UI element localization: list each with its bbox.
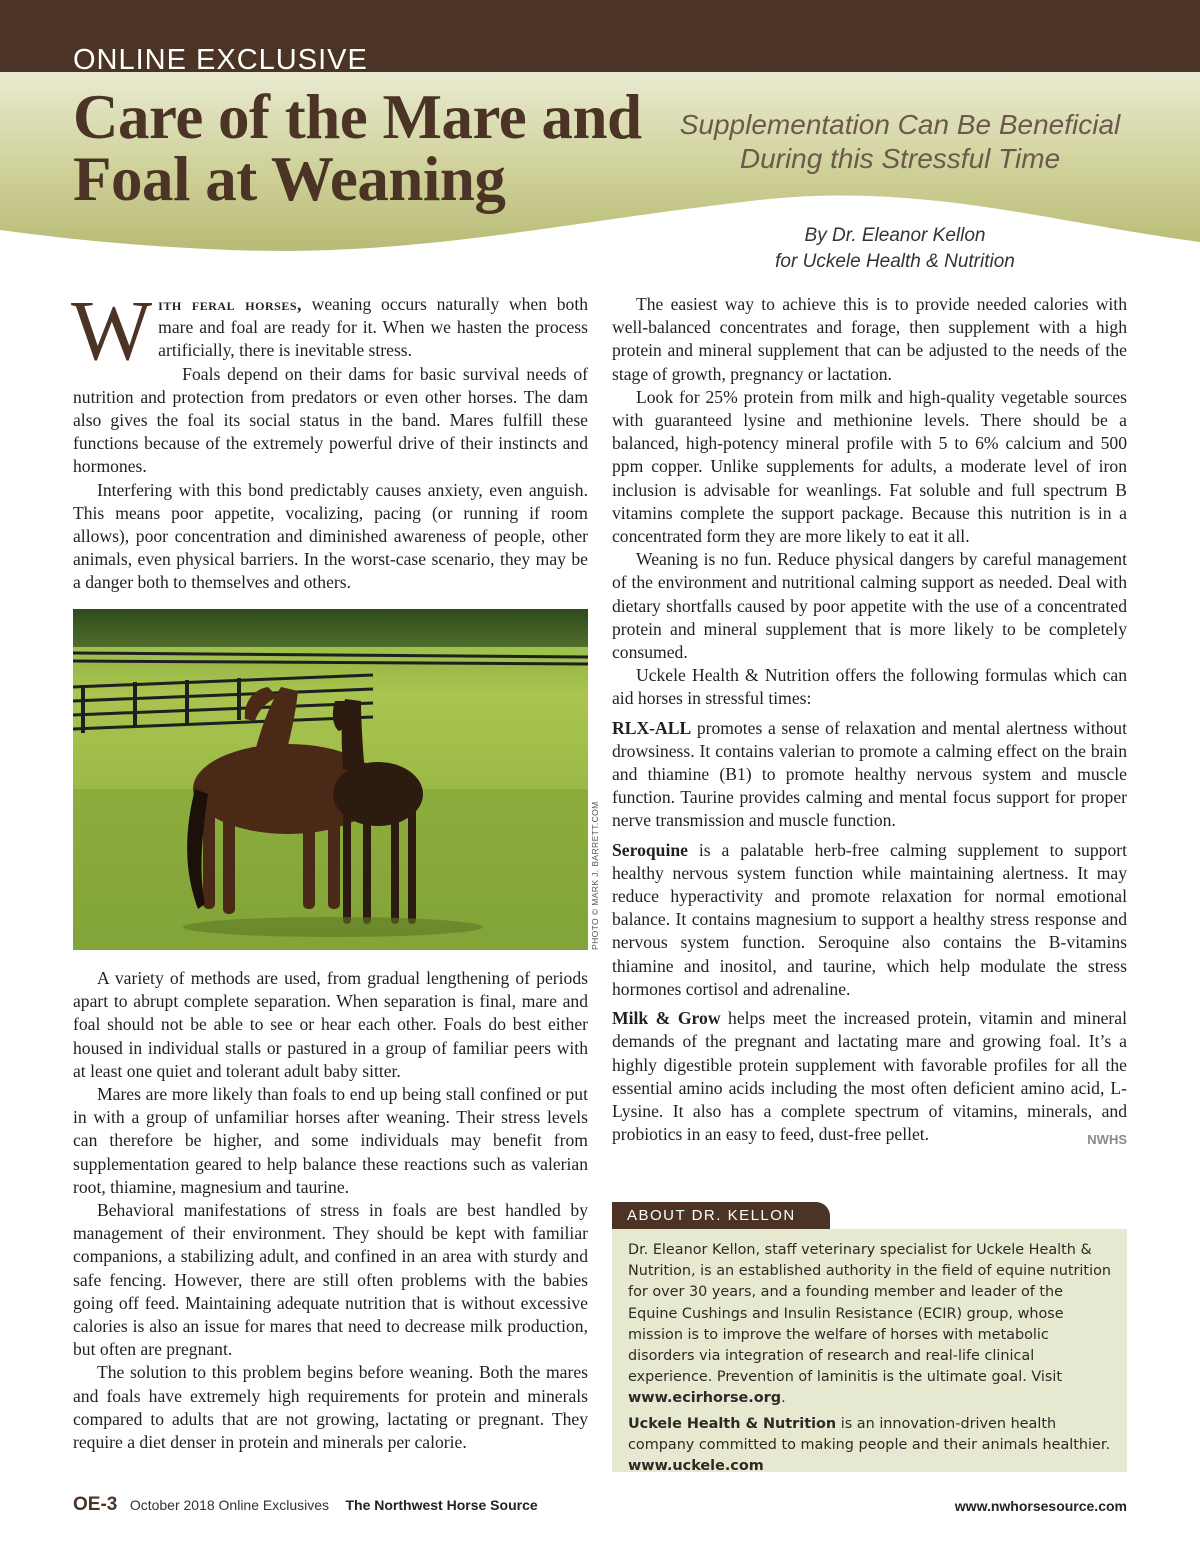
paragraph: Foals depend on their dams for basic survival needs of nutrition and protection from predators or even other horses. The dam also gives the foal its social status in the band. Mares fulfill these functions because of the extremely powerful drive of their instincts and hormones. xyxy=(73,363,588,477)
article-column-right xyxy=(612,293,1127,1151)
publication-name: The Northwest Horse Source xyxy=(345,1497,538,1513)
paragraph: Uckele Health & Nutrition offers the following formulas which can aid horses in stressful times: xyxy=(612,665,1127,709)
about-bio-end: . xyxy=(781,1390,786,1407)
lead-paragraph xyxy=(71,282,588,378)
paragraph: The easiest way to achieve this is to provide needed calories with well-balanced concentrates and forage, then supplement with a high protein and mineral supplement that can be adjusted to the needs of the stage of growth, pregnancy or lactation. xyxy=(612,294,1127,384)
product-description: is a palatable herb-free calming supplement to support healthy nervous system function while maintaining alertness. It may reduce hyperactivity and promote relaxation for normal emotional balance. It contains magnesium to support a healthy stress response and nervous system function. Seroquine also contains the B-vitamins thiamine and inositol, and taurine, which help modulate the stress hormones cortisol and adrenaline. xyxy=(612,839,1127,999)
about-box xyxy=(612,1229,1127,1475)
company-text: is an innovation-driven health company committed to making people and their animals healthier. xyxy=(628,1415,1111,1453)
issue-label: October 2018 Online Exclusives xyxy=(129,1497,330,1513)
lead-text: weaning occurs naturally when both mare and foal are ready for it. When we hasten the process artificially, there is inevitable stress. xyxy=(158,294,588,361)
product-name: Seroquine xyxy=(612,839,688,860)
product-name: RLX-ALL xyxy=(612,717,692,738)
article-title: Care of the Mare and Foal at Weaning xyxy=(73,82,642,214)
byline xyxy=(700,223,1090,275)
paragraph: A variety of methods are used, from gradual lengthening of periods apart to abrupt complete separation. When separation is final, mare and foal should not be able to see or hear each other. Foals do best either housed in individual stalls or pastured in a group of familiar peers with at least one quiet and tolerant adult baby sitter. xyxy=(73,968,588,1081)
product-list xyxy=(612,717,1127,1147)
paragraph: Mares are more likely than foals to end up being stall confined or put in with a group of unfamiliar horses after weaning. Their stress levels can therefore be higher, and some individuals may benefit from supplementation geared to help balance these reactions such as valerian root, thiamine, magnesium and taurine. xyxy=(73,1084,588,1197)
page-footer xyxy=(73,1494,1127,1520)
paragraph: The solution to this problem begins before weaning. Both the mares and foals have extremely high requirements for protein and minerals compared to adults that are not growing, lactating or pregnant. They require a diet denser in protein and minerals per calorie. xyxy=(73,1362,588,1453)
signoff: NWHS xyxy=(1087,1132,1127,1148)
paragraph: Look for 25% protein from milk and high-quality vegetable sources with guaranteed lysine and methionine levels. There should be a balanced, high-potency mineral profile with 5 to 6% calcium and 500 ppm copper. Unlike supplements for adults, a moderate level of iron inclusion is advisable for weanlings. Fat soluble and full spectrum B vitamins complete the support package. Because this nutrition is in a concentrated form they are more likely to eat it all. xyxy=(612,386,1127,547)
mare-and-foal-photo xyxy=(73,609,588,950)
website-link[interactable]: www.nwhorsesource.com xyxy=(954,1498,1127,1514)
lead-smallcaps: ith feral horses, xyxy=(158,294,302,314)
article-subtitle: Supplementation Can Be Beneficial During this Stressful Time xyxy=(679,109,1121,174)
about-bio xyxy=(628,1240,1111,1410)
about-heading: ABOUT DR. KELLON xyxy=(612,1202,830,1229)
product-description: promotes a sense of relaxation and mental alertness without drowsiness. It contains valerian to promote a calming effect on the brain and thiamine (B1) to promote healthy nervous system and muscle function. Taurine provides calming and mental focus support for proper nerve transmission and muscle function. xyxy=(612,717,1127,831)
drop-cap: W xyxy=(71,282,153,378)
company-name: Uckele Health & Nutrition xyxy=(628,1415,837,1432)
about-company xyxy=(628,1414,1111,1478)
product-milk-and-grow xyxy=(612,1007,1127,1146)
paragraph: Behavioral manifestations of stress in foals are best handled by management of their environment. They should be kept with familiar companions, a stabilizing adult, and confined in an area with sturdy and safe fencing. However, there are still often problems with the babies going off feed. Maintaining adequate nutrition that is without excessive calories is also an issue for mares that need to decrease milk production, but often are pregnant. xyxy=(73,1200,588,1360)
product-description: helps meet the increased protein, vitamin and mineral demands of the pregnant and lactating mare and growing foal. It’s a highly digestible protein supplement with favorable profiles for all the essential amino acids including the most often deficient amino acid, L-Lysine. It also has a complete spectrum of vitamins, minerals, and probiotics in an easy to feed, dust-free pellet. xyxy=(612,1008,1127,1145)
paragraph: Weaning is no fun. Reduce physical dangers by careful management of the environment and nutritional calming support as needed. Deal with dietary shortfalls caused by poor appetite with the use of a concentrated protein and mineral supplement that is more likely to be completely consumed. xyxy=(612,549,1127,663)
article-column-left-bottom xyxy=(73,967,588,1454)
about-bio-text: Dr. Eleanor Kellon, staff veterinary specialist for Uckele Health & Nutrition, is an established authority in the field of equine nutrition for over 30 years, and a founding member and leader of the Equine Cushings and Insulin Resistance (ECIR) group, whose mission is to improve the welfare of horses with metabolic disorders via integration of research and real-life clinical experience. Prevention of laminitis is the ultimate goal. Visit xyxy=(628,1242,1111,1386)
page-number: OE-3 xyxy=(73,1494,118,1515)
ecirhorse-link[interactable]: www.ecirhorse.org xyxy=(628,1390,782,1407)
section-kicker: ONLINE EXCLUSIVE xyxy=(73,44,368,76)
article-column-left-top xyxy=(71,282,588,595)
product-rlx-all xyxy=(612,717,1127,833)
product-seroquine xyxy=(612,839,1127,1001)
product-name: Milk & Grow xyxy=(612,1008,721,1029)
byline-affiliation: for Uckele Health & Nutrition xyxy=(775,251,1015,272)
uckele-link[interactable]: www.uckele.com xyxy=(628,1458,764,1475)
photo-credit: PHOTO © MARK J. BARRETT.COM xyxy=(590,801,600,950)
byline-author: By Dr. Eleanor Kellon xyxy=(804,225,986,246)
paragraph: Interfering with this bond predictably causes anxiety, even anguish. This means poor appetite, vocalizing, pacing (or running if room allows), poor concentration and diminished awareness of people, other animals, even physical barriers. In the worst-case scenario, they may be a danger both to themselves and others. xyxy=(73,479,588,593)
